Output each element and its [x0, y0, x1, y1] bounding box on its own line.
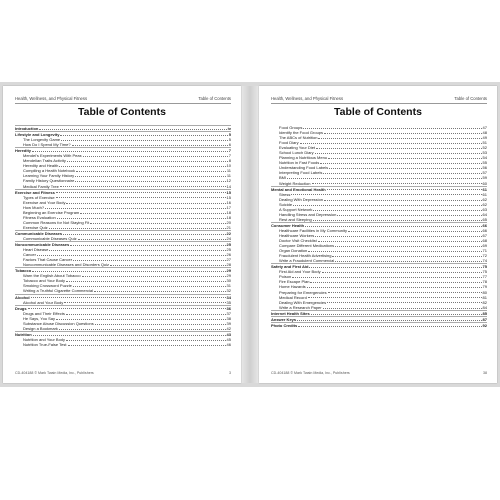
toc-entry-page: 56: [482, 165, 487, 171]
toc-entry-label: Drugs: [15, 305, 27, 311]
toc-entry-page: 17: [226, 204, 231, 210]
dot-leader: [75, 176, 226, 177]
toc-entry-label: First Aid and Your Body: [279, 269, 321, 275]
toc-entry-page: 10: [226, 163, 231, 169]
toc-entry-label: Food Diary: [279, 140, 299, 146]
toc-entry-page: 59: [482, 175, 487, 181]
toc-entry-page: 46: [226, 341, 231, 347]
page-title: Table of Contents: [334, 106, 422, 118]
toc-entry-page: 84: [482, 304, 487, 310]
toc-entry-page: 11: [226, 173, 231, 179]
dot-leader: [322, 272, 482, 273]
book-gutter: [241, 86, 259, 383]
toc-entry-page: 25: [226, 242, 231, 248]
toc-entry-label: Mendel's Experiments With Peas: [23, 153, 82, 159]
toc-entry-label: Fire Escape Plan: [279, 279, 310, 285]
toc-entry-label: He Says, You Say: [23, 315, 56, 321]
dot-leader: [32, 271, 225, 272]
dot-leader: [297, 320, 481, 321]
toc-entry-page: 32: [226, 288, 231, 294]
header-section-title: Table of Contents: [198, 96, 231, 101]
dot-leader: [80, 213, 225, 214]
dot-leader: [328, 158, 482, 159]
dot-leader: [39, 129, 226, 130]
toc-entry-label: Substance Abuse Discussion Questions: [23, 320, 94, 326]
toc-entry-label: Healthcare Workers: [279, 232, 315, 238]
toc-entry-label: Doctor Visit Checklist: [279, 238, 317, 244]
toc-entry-page: 27: [226, 257, 231, 263]
dot-leader: [66, 340, 226, 341]
toc-entry-page: 12: [226, 178, 231, 184]
toc-entry-page: 11: [226, 168, 231, 174]
dot-leader: [56, 319, 226, 320]
dot-leader: [313, 220, 482, 221]
toc-entry-label: Exercise and Your Body: [23, 199, 66, 205]
right-page: [259, 86, 497, 383]
toc-entry-label: Write a Research Paper: [279, 304, 322, 310]
toc-entry-label: Medical Record: [279, 294, 307, 300]
toc-entry-page: 69: [482, 243, 487, 249]
toc-entry-label: Mendelian Traits Activity: [23, 158, 66, 164]
dot-leader: [303, 128, 481, 129]
toc-entry-page: 7: [228, 153, 231, 159]
toc-entry-page: 35: [226, 299, 231, 305]
dot-leader: [310, 282, 481, 283]
toc-entry-page: 80: [482, 289, 487, 295]
dot-leader: [315, 153, 482, 154]
toc-entry-page: 54: [482, 155, 487, 161]
toc-entry-page: iv: [227, 126, 231, 131]
toc-entry-page: 57: [482, 170, 487, 176]
toc-entry-label: Rest and Sleeping: [279, 216, 312, 222]
toc-entry-label: Interpreting Food Labels: [279, 170, 323, 176]
toc-entry-label: Nutrition and Your Body: [23, 336, 66, 342]
toc-entry-page: 85: [482, 310, 487, 316]
dot-leader: [311, 314, 482, 315]
running-header: [271, 96, 487, 104]
toc-entry-label: Types of Exercise: [23, 194, 55, 200]
dot-leader: [78, 239, 226, 240]
toc-entry-page: 66: [482, 227, 487, 233]
dot-leader: [305, 226, 481, 227]
dot-leader: [309, 267, 481, 268]
toc-entry-page: 21: [226, 224, 231, 230]
toc-entry-label: Alcohol and Your Body: [23, 299, 64, 305]
toc-entry-label: Compare Different Medications: [279, 243, 335, 249]
dot-leader: [57, 218, 226, 219]
toc-entry-label: Compiling a Health Notebook: [23, 168, 76, 174]
toc-entry-page: 53: [482, 150, 487, 156]
toc-entry-page: 52: [482, 145, 487, 151]
dot-leader: [323, 173, 481, 174]
toc-entry-label: Healthcare Facilities in My Community: [279, 227, 348, 233]
toc-entry-label: Cancer: [23, 252, 36, 258]
dot-leader: [110, 265, 226, 266]
dot-leader: [60, 186, 226, 187]
dot-leader: [287, 178, 481, 179]
dot-leader: [307, 287, 482, 288]
toc-entry-page: 68: [482, 238, 487, 244]
toc-entry-label: Lifestyle and Longevity: [15, 132, 60, 138]
footer-publisher: CD-404188 © Mark Twain Media, Inc., Publishers: [15, 371, 94, 375]
dot-leader: [45, 208, 225, 209]
dot-leader: [291, 194, 481, 195]
toc-entry-label: Dealing With Depression: [279, 196, 324, 202]
toc-entry-label: Common Reasons for Not Staying Fit: [23, 219, 90, 225]
toc-entry-page: 62: [482, 201, 487, 207]
dot-leader: [292, 277, 481, 278]
toc-entry-label: Preparing for Emergencies: [279, 289, 327, 295]
toc-entry-label: Internet Health Sites: [271, 310, 310, 316]
toc-entry-page: 79: [482, 284, 487, 290]
dot-leader: [300, 143, 482, 144]
toc-entry-label: Nutrition: [15, 331, 32, 337]
dot-leader: [318, 241, 482, 242]
toc-entry-label: Noncommunicable Diseases: [15, 242, 70, 248]
dot-leader: [56, 192, 226, 193]
dot-leader: [31, 297, 226, 298]
toc-entry-page: 31: [226, 283, 231, 289]
dot-leader: [329, 168, 481, 169]
toc-entry-page: 16: [226, 199, 231, 205]
toc-entry-page: 74: [482, 258, 487, 264]
dot-leader: [315, 236, 481, 237]
toc-entry-page: 47: [482, 125, 487, 130]
dot-leader: [68, 345, 226, 346]
dot-leader: [318, 138, 481, 139]
dot-leader: [337, 215, 481, 216]
toc-entry-label: How Do I Spend My Time?: [23, 142, 71, 148]
dot-leader: [94, 291, 226, 292]
footer-publisher: CD-404188 © Mark Twain Media, Inc., Publishers: [271, 371, 350, 375]
toc-entry-page: 39: [226, 320, 231, 326]
dot-leader: [67, 161, 228, 162]
toc-entry-page: 49: [482, 135, 487, 141]
toc-entry-page: 60: [482, 180, 487, 186]
toc-entry-label: Evaluating Your Diet: [279, 145, 316, 151]
dot-leader: [298, 326, 481, 327]
toc-entry-label: Stress: [279, 191, 291, 197]
toc-entry-label: Fitness Evaluation: [23, 214, 56, 220]
toc-entry-label: Planning a Nutritious Menu: [279, 155, 328, 161]
toc-entry-page: 14: [226, 183, 231, 189]
footer-page-number: 3: [229, 371, 231, 375]
dot-leader: [49, 250, 225, 251]
running-header: [15, 96, 231, 104]
toc-entry-label: Exercise Quiz: [23, 224, 48, 230]
dot-leader: [60, 135, 227, 136]
toc-entry-page: 71: [482, 248, 487, 254]
toc-entry-page: 75: [482, 269, 487, 275]
toc-entry-page: 61: [482, 186, 487, 192]
toc-entry-label: Consumer Health: [271, 222, 305, 228]
dot-leader: [64, 302, 225, 303]
toc-entry-label: Tobacco and Your Body: [23, 278, 66, 284]
toc-entry-label: Home Hazards: [279, 284, 306, 290]
toc-entry-page: 55: [482, 160, 487, 166]
dot-leader: [308, 297, 482, 298]
dot-leader: [95, 324, 226, 325]
toc-entry-page: 18: [226, 214, 231, 220]
dot-leader: [324, 133, 482, 134]
header-book-title: Health, Wellness, and Physical Fitness: [271, 96, 344, 101]
dot-leader: [312, 183, 482, 184]
toc-entry-label: Alcohol: [15, 294, 30, 300]
toc-entry-label: A Support Network: [279, 206, 313, 212]
dot-leader: [313, 210, 481, 211]
dot-leader: [70, 245, 225, 246]
toc-entry-page: 87: [482, 316, 487, 322]
toc-entry-page: 6: [228, 142, 231, 148]
dot-leader: [66, 281, 226, 282]
toc-entry-label: Smoking Crossword Puzzle: [23, 283, 72, 289]
toc-entry-page: 43: [226, 331, 231, 337]
dot-leader: [90, 223, 225, 224]
toc-entry-label: How Much?: [23, 204, 45, 210]
toc-entry-label: Identify the Food Groups: [279, 130, 324, 136]
toc-entry-page: 26: [226, 252, 231, 258]
toc-entry-label: Drugs and Their Effects: [23, 310, 65, 316]
toc-entry-label: School Lunch Diary: [279, 150, 314, 156]
toc-entry-label: Noncommunicable Diseases and Disorders Quiz: [23, 262, 110, 268]
toc-entry-page: 30: [226, 278, 231, 284]
toc-section-entry: [271, 322, 487, 328]
toc-entry-page: 15: [226, 189, 231, 195]
dot-leader: [332, 256, 481, 257]
toc-entry-label: Heredity: [15, 148, 32, 154]
toc-entry-page: 72: [482, 253, 487, 259]
dot-leader: [73, 260, 225, 261]
toc-entry-page: 7: [228, 148, 231, 154]
toc-entry-label: Beginning an Exercise Program: [23, 209, 80, 215]
dot-leader: [59, 329, 226, 330]
dot-leader: [82, 276, 226, 277]
toc-entry-page: 28: [226, 262, 231, 268]
toc-entry-page: 45: [226, 336, 231, 342]
page-footer: [271, 371, 487, 375]
dot-leader: [335, 246, 481, 247]
toc-entry-page: 42: [226, 325, 231, 331]
toc-entry-label: Fraudulent Health Advertising: [279, 253, 332, 259]
toc-entry-label: The ABCs of Nutrition: [279, 135, 318, 141]
dot-leader: [61, 140, 228, 141]
toc-entry-label: The Longevity Game: [23, 137, 61, 143]
dot-leader: [28, 308, 226, 309]
toc-entry-page: 61: [482, 191, 487, 197]
toc-entry-label: Design a Bookmark: [23, 325, 58, 331]
toc-list: [271, 125, 487, 328]
toc-entry-page: 75: [482, 264, 487, 270]
dot-leader: [308, 251, 481, 252]
dot-leader: [324, 200, 482, 201]
toc-entry-label: Factors That Cause Cancer: [23, 257, 73, 263]
dot-leader: [37, 255, 226, 256]
dot-leader: [348, 231, 482, 232]
toc-entry-label: Writing a Truthful Cigarette Commercial: [23, 288, 93, 294]
toc-entry-label: Organ Donation: [279, 248, 308, 254]
toc-entry-label: Tobacco: [15, 268, 32, 274]
toc-entry-page: 67: [482, 232, 487, 238]
toc-entry-page: 37: [226, 310, 231, 316]
toc-entry-label: Nutrition True-False Test: [23, 341, 67, 347]
footer-page-number: 38: [483, 371, 487, 375]
toc-entry-label: Exercise and Fitness: [15, 189, 55, 195]
dot-leader: [328, 292, 482, 293]
toc-entry-page: 81: [482, 294, 487, 300]
toc-entry-page: 29: [226, 268, 231, 274]
dot-leader: [293, 205, 481, 206]
header-book-title: Health, Wellness, and Physical Fitness: [15, 96, 88, 101]
toc-entry-page: 29: [226, 273, 231, 279]
toc-entry-label: Heart Disease: [23, 247, 49, 253]
toc-entry-label: Introduction: [15, 126, 39, 131]
toc-entry-label: Understanding Food Labels: [279, 165, 329, 171]
page-footer: [15, 371, 231, 375]
toc-entry-page: 48: [482, 130, 487, 136]
dot-leader: [66, 314, 226, 315]
toc-entry-page: 66: [482, 222, 487, 228]
dot-leader: [320, 163, 481, 164]
dot-leader: [327, 302, 481, 303]
toc-subentry: [15, 342, 231, 347]
dot-leader: [76, 171, 226, 172]
dot-leader: [33, 335, 226, 336]
dot-leader: [56, 197, 226, 198]
dot-leader: [323, 308, 482, 309]
toc-entry-label: Food Groups: [279, 125, 303, 130]
toc-entry-label: Warn the English About Tobacco: [23, 273, 81, 279]
toc-entry-label: Write a Fraudulent Commercial: [279, 258, 335, 264]
toc-entry-page: 5: [228, 137, 231, 143]
toc-entry-page: 64: [482, 211, 487, 217]
page-title: Table of Contents: [78, 106, 166, 118]
dot-leader: [72, 145, 228, 146]
toc-entry-label: Photo Credits: [271, 322, 298, 328]
toc-entry-page: 8: [228, 158, 231, 164]
toc-entry-page: 65: [482, 216, 487, 222]
toc-entry-label: Suicide: [279, 201, 293, 207]
toc-entry-label: Answer Keys: [271, 316, 297, 322]
toc-entry-label: Family History Questionnaire: [23, 178, 75, 184]
toc-entry-label: Mental and Emotional Health: [271, 186, 326, 192]
toc-entry-page: 92: [482, 322, 487, 328]
toc-entry-page: 82: [482, 299, 487, 305]
dot-leader: [49, 228, 226, 229]
toc-entry-page: 78: [482, 279, 487, 285]
dot-leader: [75, 181, 225, 182]
toc-entry-page: 20: [226, 219, 231, 225]
toc-entry-label: Handling Stress and Depression: [279, 211, 337, 217]
dot-leader: [335, 261, 481, 262]
toc-entry-page: 5: [228, 132, 231, 138]
dot-leader: [73, 286, 226, 287]
toc-entry-page: 77: [482, 274, 487, 280]
toc-entry-label: Nutrition in Fast Foods: [279, 160, 320, 166]
toc-entry-page: 24: [226, 235, 231, 241]
dot-leader: [83, 156, 228, 157]
toc-entry-page: 36: [226, 305, 231, 311]
toc-entry-label: Medical Family Tree: [23, 183, 59, 189]
toc-entry-page: 62: [482, 196, 487, 202]
dot-leader: [59, 166, 225, 167]
left-page: [3, 86, 241, 383]
toc-entry-page: 25: [226, 247, 231, 253]
toc-entry-page: 18: [226, 209, 231, 215]
toc-entry-label: Communicable Diseases: [15, 230, 63, 236]
toc-entry-label: Dealing With Emergencies: [279, 299, 327, 305]
toc-entry-label: Learning Your Family History: [23, 173, 75, 179]
toc-list: [15, 125, 231, 347]
toc-entry-label: Communicable Diseases Quiz: [23, 235, 77, 241]
toc-entry-label: Heredity and Health: [23, 163, 59, 169]
toc-entry-page: 22: [226, 230, 231, 236]
toc-entry-page: 38: [226, 315, 231, 321]
dot-leader: [32, 151, 228, 152]
header-section-title: Table of Contents: [454, 96, 487, 101]
toc-entry-label: Safety and First Aid: [271, 264, 309, 270]
toc-entry-label: BMI: [279, 175, 287, 181]
dot-leader: [316, 148, 482, 149]
toc-entry-page: 51: [482, 140, 487, 146]
toc-entry-page: 34: [226, 294, 231, 300]
dot-leader: [327, 189, 482, 190]
dot-leader: [66, 203, 225, 204]
toc-entry-page: 63: [482, 206, 487, 212]
dot-leader: [63, 234, 225, 235]
toc-entry-page: 15: [226, 194, 231, 200]
toc-entry-label: Weight Reduction: [279, 180, 311, 186]
toc-entry-label: Poison: [279, 274, 292, 280]
